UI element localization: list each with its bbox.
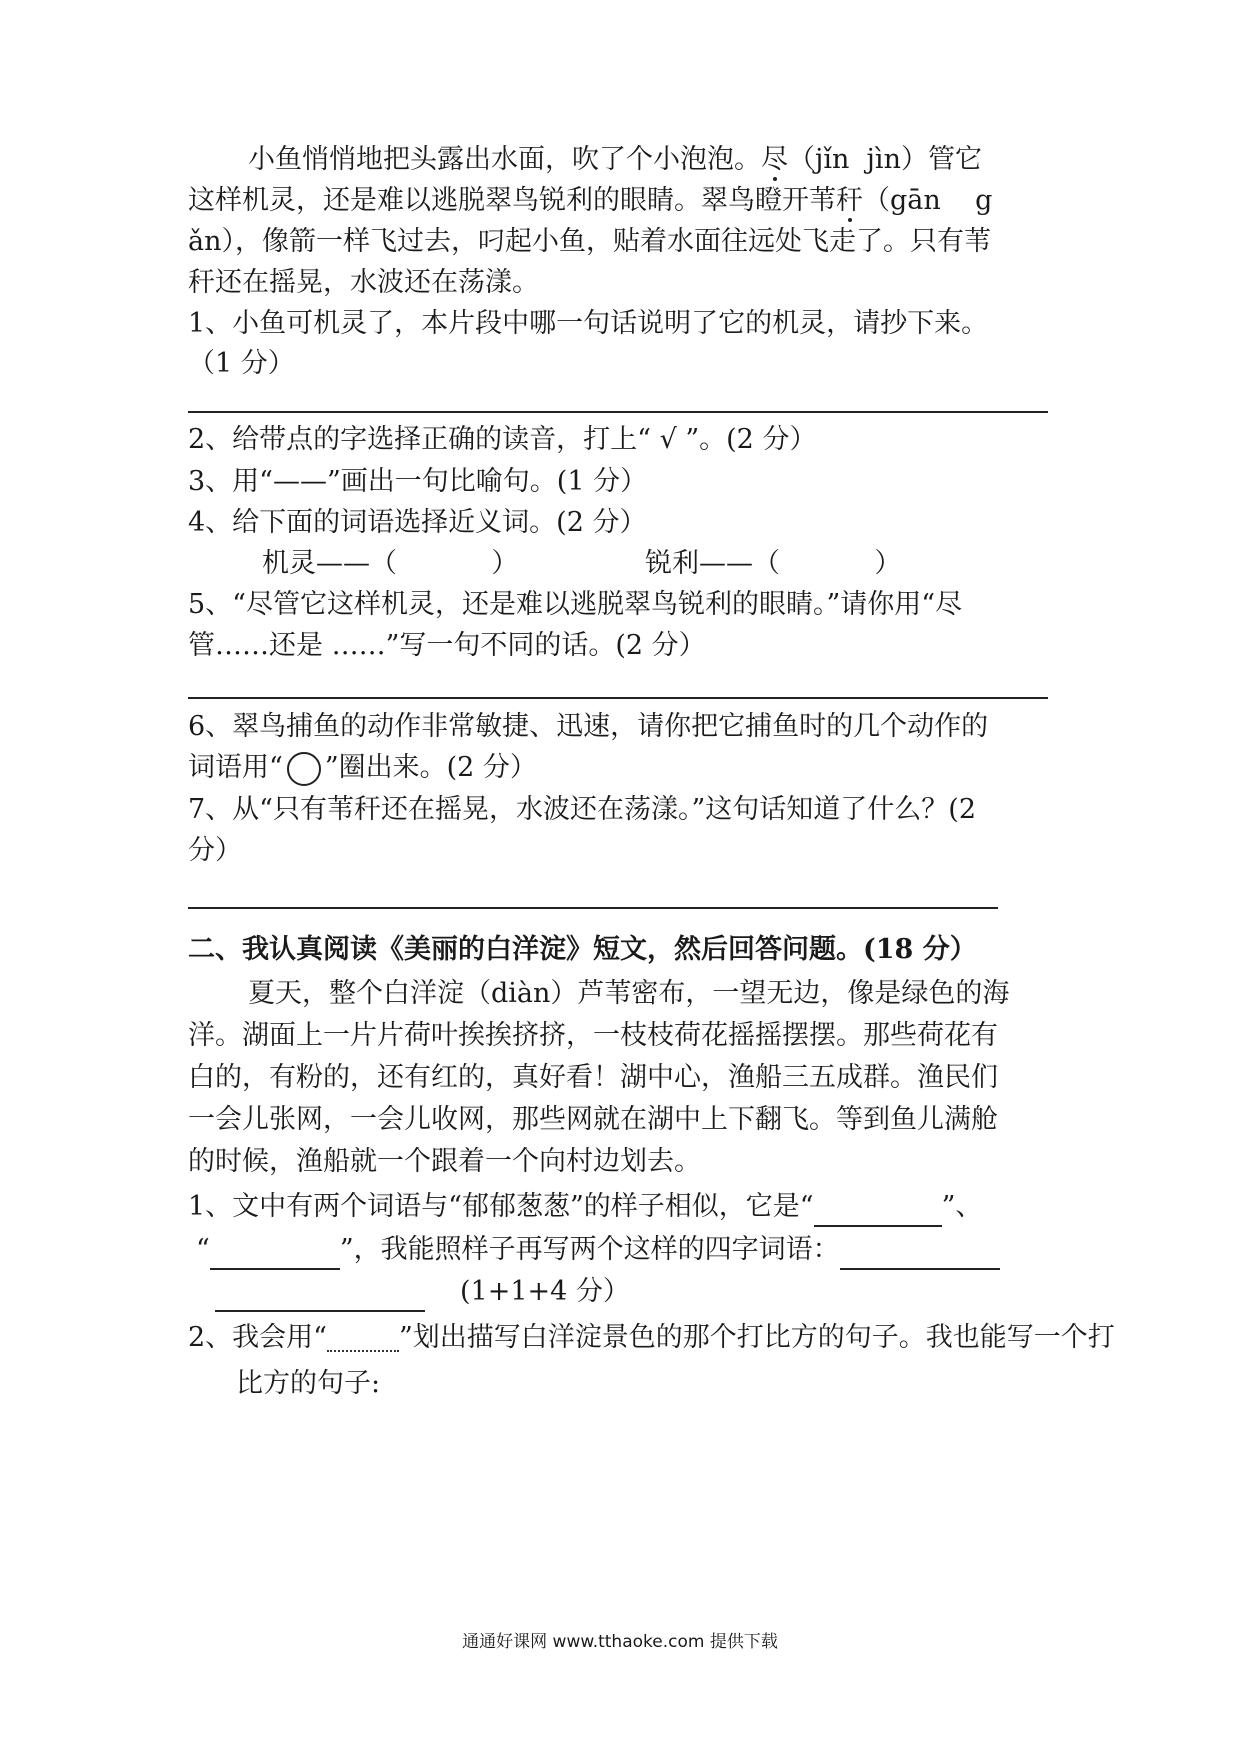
footer: 通通好课网 www.tthaoke.com 提供下载 — [462, 1632, 778, 1652]
answer-blank[interactable] — [840, 1240, 1000, 1270]
text: “ — [196, 1234, 210, 1265]
question-5-line2: 管……还是 ……”写一句不同的话。(2 分） — [188, 630, 706, 661]
synonym-jiling[interactable]: 机灵——（ ） — [262, 548, 519, 579]
text: ”划出描写白洋淀景色的那个打比方的句子。我也能写一个打 — [398, 1322, 1115, 1353]
section2-question-1-line3 — [215, 1272, 630, 1312]
wavy-line-icon — [327, 1328, 399, 1352]
section2-question-2-line1 — [188, 1318, 1115, 1358]
question-7-line1: 7、从“只有苇秆还在摇晃，水波还在荡漾。”这句话知道了什么？(2 — [188, 794, 976, 825]
answer-line-7[interactable] — [188, 907, 998, 909]
section2-question-2-line2: 比方的句子: — [236, 1368, 381, 1399]
question-1-score: （1 分） — [188, 348, 295, 379]
synonym-ruili[interactable]: 锐利——（ ） — [645, 548, 902, 579]
passage2-line3: 白的，有粉的，还有红的，真好看！湖中心，渔船三五成群。渔民们 — [188, 1062, 998, 1093]
score: (1+1+4 分） — [460, 1276, 630, 1307]
question-2: 2、给带点的字选择正确的读音，打上“ √ ”。(2 分） — [188, 424, 817, 455]
question-6-line2 — [188, 748, 537, 788]
text: （jǐn jìn）管它 — [788, 144, 982, 175]
answer-blank[interactable] — [210, 1240, 340, 1270]
question-1: 1、小鱼可机灵了，本片段中哪一句话说明了它的机灵，请抄下来。 — [188, 308, 989, 339]
passage1-line4: 秆还在摇晃，水波还在荡漾。 — [188, 267, 539, 298]
passage2-line2: 洋。湖面上一片片荷叶挨挨挤挤，一枝枝荷花摇摇摆摆。那些荷花有 — [188, 1020, 998, 1051]
text: ”圈出来。(2 分） — [324, 752, 537, 783]
answer-line-5[interactable] — [188, 697, 1048, 699]
text: 词语用“ — [188, 752, 283, 783]
section2-question-1-line1 — [188, 1187, 982, 1227]
question-7-line2: 分） — [188, 835, 242, 866]
text: 1、文中有两个词语与“郁郁葱葱”的样子相似，它是“ — [188, 1191, 814, 1222]
passage2-line4: 一会儿张网，一会儿收网，那些网就在湖中上下翻飞。等到鱼儿满舱 — [188, 1104, 998, 1135]
text: 2、我会用“ — [188, 1322, 327, 1353]
question-5-line1: 5、“尽管它这样机灵，还是难以逃脱翠鸟锐利的眼睛。”请你用“尽 — [188, 589, 963, 620]
question-3: 3、用“——”画出一句比喻句。(1 分） — [188, 466, 648, 497]
answer-blank[interactable] — [814, 1197, 942, 1227]
text: （gān g — [863, 185, 993, 216]
passage2-line1: 夏天，整个白洋淀（diàn）芦苇密布，一望无边，像是绿色的海 — [248, 978, 1010, 1009]
dotted-char-gan: 秆 — [836, 185, 863, 216]
question-6-line1: 6、翠鸟捕鱼的动作非常敏捷、迅速，请你把它捕鱼时的几个动作的 — [188, 711, 989, 742]
answer-blank[interactable] — [215, 1282, 425, 1312]
passage1-line2 — [188, 181, 992, 221]
text: 这样机灵，还是难以逃脱翠鸟锐利的眼睛。翠鸟瞪开苇 — [188, 185, 836, 216]
circle-icon — [287, 752, 321, 786]
passage2-line5: 的时候，渔船就一个跟着一个向村边划去。 — [188, 1146, 701, 1177]
passage1-line3: ǎn），像箭一样飞过去，叼起小鱼，贴着水面往远处飞走了。只有苇 — [188, 226, 991, 257]
passage1-line1 — [248, 140, 982, 180]
text: ”、 — [941, 1191, 983, 1222]
question-4: 4、给下面的词语选择近义词。(2 分） — [188, 507, 647, 538]
answer-line-1[interactable] — [188, 411, 1048, 413]
dotted-char-jin: 尽 — [761, 144, 788, 175]
section2-question-1-line2 — [196, 1230, 1000, 1270]
text: ”，我能照样子再写两个这样的四字词语： — [339, 1234, 840, 1265]
section2-heading: 二、我认真阅读《美丽的白洋淀》短文，然后回答问题。(18 分） — [188, 934, 977, 965]
text: 小鱼悄悄地把头露出水面，吹了个小泡泡。 — [248, 144, 761, 175]
